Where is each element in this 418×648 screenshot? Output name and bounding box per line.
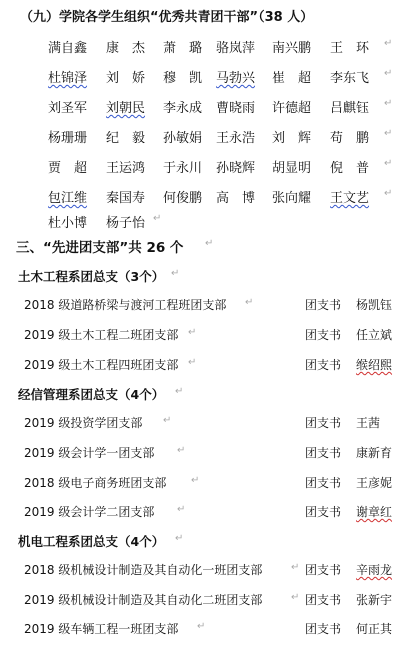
honoree-name: 南兴鹏 [272,41,312,56]
paragraph-mark-icon: ↵ [384,38,393,49]
honoree-name: 杜小博 [48,216,88,231]
role-label: 团支书 [305,446,342,460]
role-label: 团支书 [305,563,342,577]
role-label: 团支书 [305,505,342,519]
paragraph-mark-icon: ↵ [188,357,197,368]
honoree-name: 孙敏娟 [163,131,203,146]
branch-name: 2019 级投资学团支部 [24,416,143,430]
honoree-name: 李东飞 [330,71,370,86]
person-name: 康新育 [356,446,393,460]
role-label: 团支书 [305,476,342,490]
person-name: 张新宇 [356,593,393,607]
branch-name: 2019 级会计学一团支部 [24,446,155,460]
paragraph-mark-icon: ↵ [175,386,184,397]
person-name: 王茜 [356,416,381,430]
honoree-name: 王文艺 [330,191,370,206]
honoree-name: 杜锦泽 [48,71,88,86]
honoree-name: 何俊鹏 [163,191,203,206]
honoree-name: 高 博 [216,191,256,206]
honoree-name: 马勃兴 [216,71,256,86]
group-title-mechanical: 机电工程系团总支（4个） [18,534,165,549]
paragraph-mark-icon: ↵ [384,158,393,169]
paragraph-mark-icon: ↵ [205,238,214,249]
honoree-name: 贾 超 [48,161,88,176]
honoree-name: 包江维 [48,191,88,206]
honoree-name: 杨珊珊 [48,131,88,146]
branch-name: 2018 级机械设计制造及其自动化一班团支部 [24,563,263,577]
section-three-title: 三、“先进团支部”共 26 个 [16,240,184,256]
honoree-name: 刘朝民 [106,101,146,116]
section-nine-title: （九）学院各学生组织“优秀共青团干部”（38 人） [20,10,314,25]
paragraph-mark-icon: ↵ [177,504,186,515]
group-title-economics: 经信管理系团总支（4个） [18,387,165,402]
honoree-name: 秦国寿 [106,191,146,206]
paragraph-mark-icon: ↵ [163,415,172,426]
honoree-name: 倪 普 [330,161,370,176]
paragraph-mark-icon: ↵ [384,188,393,199]
paragraph-mark-icon: ↵ [188,327,197,338]
honoree-name: 张向耀 [272,191,312,206]
person-name: 缑绍熙 [356,358,393,372]
honoree-name: 杨子怡 [106,216,146,231]
paragraph-mark-icon: ↵ [197,621,206,632]
honoree-name: 康 杰 [106,41,146,56]
branch-name: 2018 级电子商务班团支部 [24,476,167,490]
honoree-name: 刘 辉 [272,131,312,146]
branch-name: 2019 级机械设计制造及其自动化二班团支部 [24,593,263,607]
paragraph-mark-icon: ↵ [153,213,162,224]
branch-name: 2019 级会计学二团支部 [24,505,155,519]
paragraph-mark-icon: ↵ [384,68,393,79]
paragraph-mark-icon: ↵ [191,475,200,486]
honoree-name: 孙晓辉 [216,161,256,176]
branch-name: 2019 级车辆工程一班团支部 [24,622,179,636]
honoree-name: 崔 超 [272,71,312,86]
paragraph-mark-icon: ↵ [171,268,180,279]
branch-name: 2018 级道路桥梁与渡河工程班团支部 [24,298,227,312]
honoree-name: 曹晓雨 [216,101,256,116]
role-label: 团支书 [305,358,342,372]
role-label: 团支书 [305,416,342,430]
paragraph-mark-icon: ↵ [245,297,254,308]
honoree-name: 王永浩 [216,131,256,146]
honoree-name: 萧 璐 [163,41,203,56]
honoree-name: 胡显明 [272,161,312,176]
role-label: 团支书 [305,622,342,636]
paragraph-mark-icon: ↵ [291,562,300,573]
honoree-name: 于永川 [163,161,203,176]
honoree-name: 王 环 [330,41,370,56]
honoree-name: 刘圣军 [48,101,88,116]
honoree-name: 满自鑫 [48,41,88,56]
role-label: 团支书 [305,593,342,607]
paragraph-mark-icon: ↵ [384,128,393,139]
person-name: 何正其 [356,622,393,636]
person-name: 王彦妮 [356,476,393,490]
honoree-name: 吕麒钰 [330,101,370,116]
honoree-name: 刘 娇 [106,71,146,86]
role-label: 团支书 [305,298,342,312]
person-name: 杨凯钰 [356,298,393,312]
honoree-name: 骆岚萍 [216,41,256,56]
person-name: 谢章红 [356,505,393,519]
honoree-name: 纪 毅 [106,131,146,146]
paragraph-mark-icon: ↵ [177,445,186,456]
branch-name: 2019 级土木工程四班团支部 [24,358,179,372]
branch-name: 2019 级土木工程二班团支部 [24,328,179,342]
person-name: 辛雨龙 [356,563,393,577]
honoree-name: 许德超 [272,101,312,116]
paragraph-mark-icon: ↵ [175,533,184,544]
paragraph-mark-icon: ↵ [291,592,300,603]
group-title-civil: 土木工程系团总支（3个） [18,269,165,284]
honoree-name: 苟 鹏 [330,131,370,146]
honoree-name: 李永成 [163,101,203,116]
honoree-name: 穆 凯 [163,71,203,86]
paragraph-mark-icon: ↵ [384,98,393,109]
person-name: 任立斌 [356,328,393,342]
honoree-name: 王运鸿 [106,161,146,176]
role-label: 团支书 [305,328,342,342]
